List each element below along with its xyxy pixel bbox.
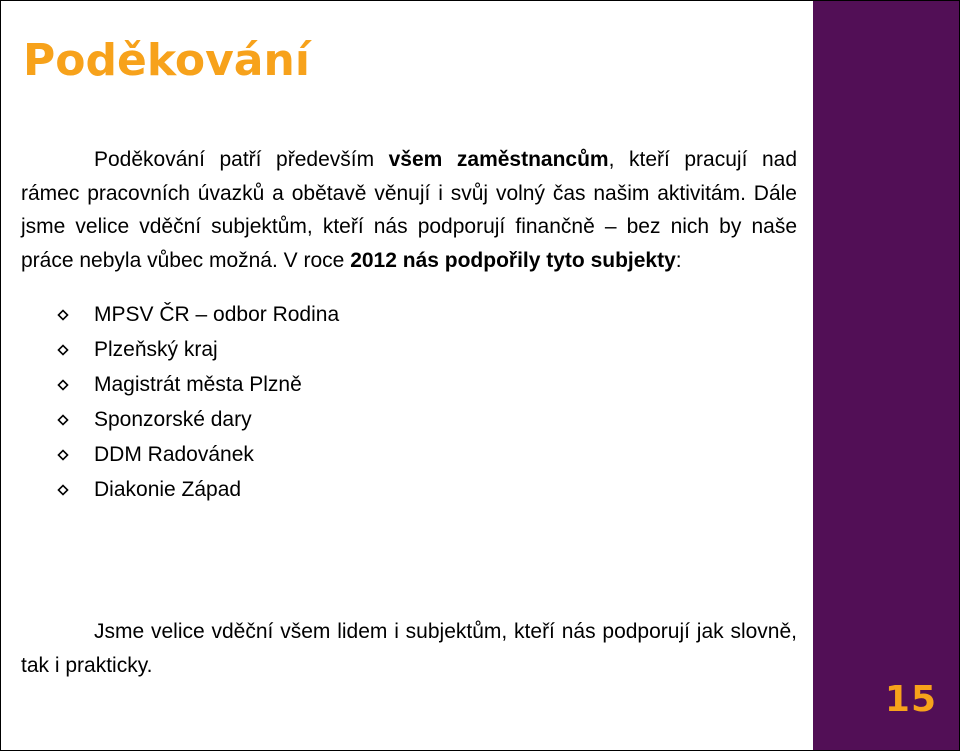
intro-bold-year: 2012 nás podpořily tyto subjekty [350,248,676,272]
side-band [813,1,959,750]
sponsor-name: Diakonie Západ [94,478,242,501]
sponsor-name: Sponzorské dary [94,408,252,431]
list-item [21,402,797,437]
intro-bold-staff: všem zaměstnancům [388,148,609,171]
page-title: Poděkování [23,35,310,86]
list-item [21,437,797,472]
closing-paragraph: Jsme velice vděční všem lidem i subjektům, kteří nás podporují jak slovně, tak i prakticky. [21,620,797,677]
intro-paragraph [21,143,797,277]
list-item [21,367,797,402]
intro-text-1: Poděkování patří především [94,148,389,171]
intro-text-2: , kteří pracují nad rámec pracovních úvazků a obětavě věnují i svůj volný čas našim aktivitám. Dále jsme velice vděční subjektům, kteří nás podporují finančně – bez nich by naše práce nebyla vůbec možná. V roce [21,148,797,272]
list-item [21,332,797,367]
sponsor-name: MPSV ČR – odbor Rodina [94,303,340,326]
diamond-bullet-icon [57,344,68,355]
diamond-bullet-icon [57,484,68,495]
diamond-bullet-icon [57,414,68,425]
sponsor-list [21,297,797,507]
sponsor-name: Plzeňský kraj [94,338,218,361]
list-item [21,297,797,332]
content-area [21,143,797,507]
intro-text-3: : [675,248,682,272]
diamond-bullet-icon [57,379,68,390]
list-item [21,472,797,507]
diamond-bullet-icon [57,309,68,320]
diamond-bullet-icon [57,449,68,460]
page-number: 15 [884,679,937,720]
sponsor-name: DDM Radovánek [94,443,254,466]
sponsor-name: Magistrát města Plzně [94,373,302,396]
